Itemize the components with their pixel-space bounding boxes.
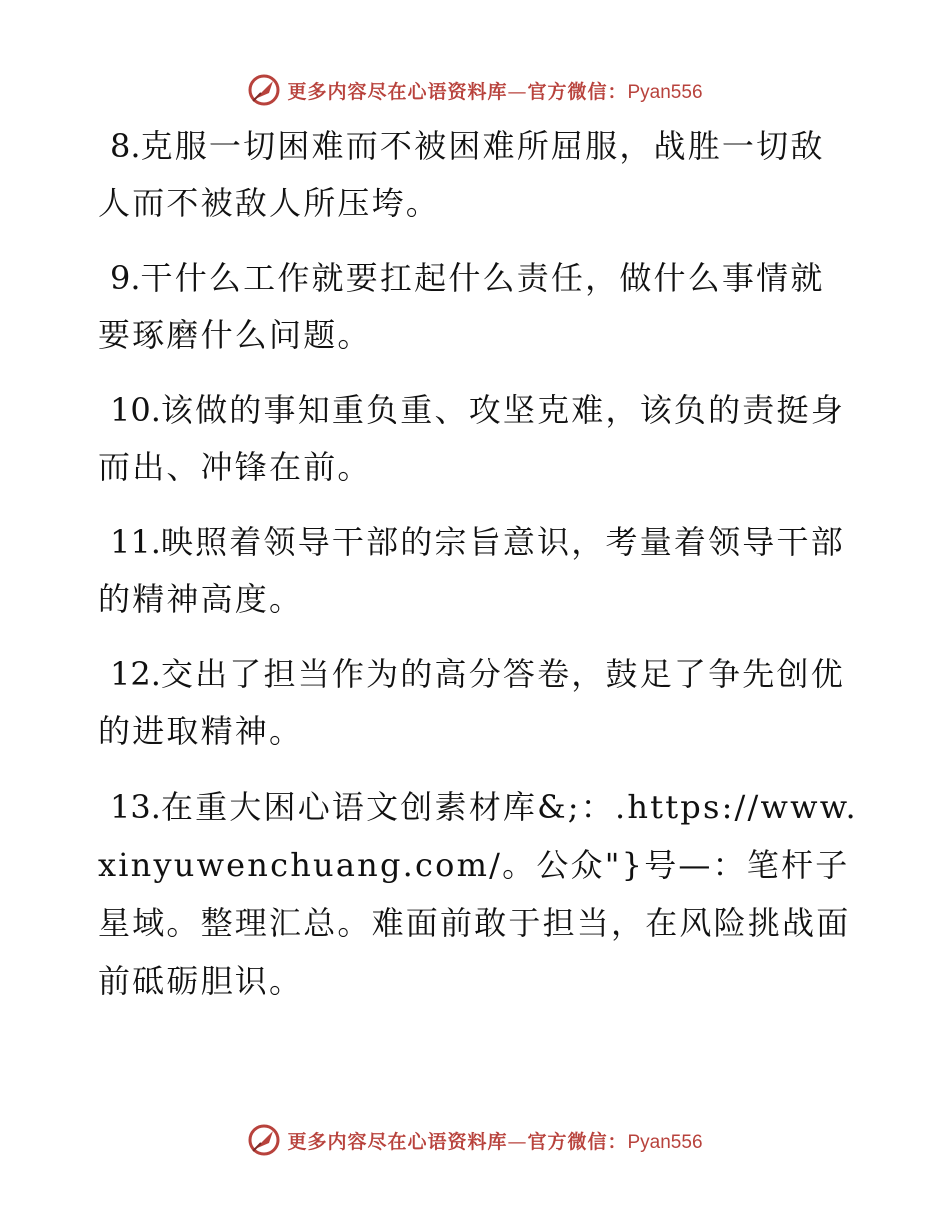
list-item xyxy=(98,118,858,232)
item-text: 交出了担当作为的高分答卷，鼓足了争先创优的进取精神。 xyxy=(98,655,845,750)
list-item xyxy=(98,250,858,364)
header-banner xyxy=(0,70,950,110)
header-banner-prefix: 更多内容尽在心语资料库 xyxy=(287,80,508,103)
item-text: 克服一切困难而不被困难所屈服，战胜一切敌人而不被敌人所压垮。 xyxy=(98,127,825,222)
item-number: 8. xyxy=(110,127,141,165)
list-item xyxy=(98,646,858,760)
list-item xyxy=(98,382,858,496)
item-number: 10. xyxy=(110,391,161,429)
document-body xyxy=(98,118,858,1028)
item-number: 13. xyxy=(110,788,161,826)
quill-logo-icon xyxy=(247,73,281,107)
footer-banner-prefix: 更多内容尽在心语资料库 xyxy=(287,1130,508,1153)
footer-banner-official: 官方微信： xyxy=(527,1130,628,1153)
header-banner-dash: — xyxy=(507,80,528,103)
footer-banner-id: Pyan556 xyxy=(627,1131,703,1153)
item-number: 12. xyxy=(110,655,161,693)
item-text: 干什么工作就要扛起什么责任，做什么事情就要琢磨什么问题。 xyxy=(98,259,825,354)
footer-banner-text xyxy=(287,1127,702,1154)
item-text: 在重大困心语文创素材库&;：.https://www.xinyuwenchuang.com/。公众"}号—：笔杆子星域。整理汇总。难面前敢于担当，在风险挑战面前砥砺胆识。 xyxy=(98,788,858,1000)
header-banner-text xyxy=(287,77,702,104)
footer-banner xyxy=(0,1120,950,1160)
header-banner-id: Pyan556 xyxy=(627,81,703,103)
item-number: 9. xyxy=(110,259,141,297)
header-banner-official: 官方微信： xyxy=(527,80,628,103)
quill-logo-icon xyxy=(247,1123,281,1157)
list-item xyxy=(98,778,858,1010)
item-text: 该做的事知重负重、攻坚克难，该负的责挺身而出、冲锋在前。 xyxy=(98,391,845,486)
list-item xyxy=(98,514,858,628)
item-text: 映照着领导干部的宗旨意识，考量着领导干部的精神高度。 xyxy=(98,523,845,618)
footer-banner-dash: — xyxy=(507,1130,528,1153)
item-number: 11. xyxy=(110,523,161,561)
